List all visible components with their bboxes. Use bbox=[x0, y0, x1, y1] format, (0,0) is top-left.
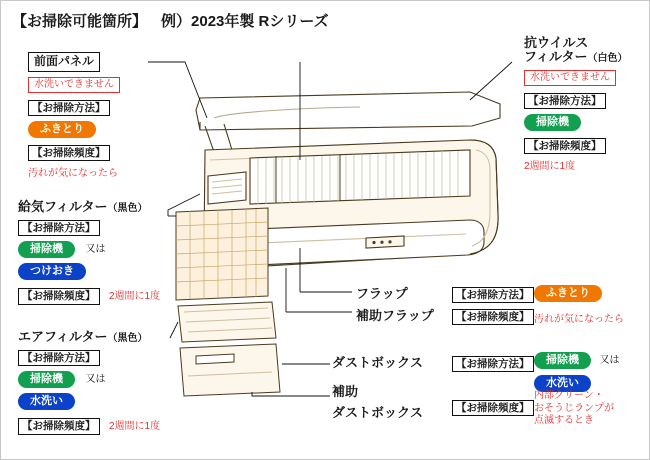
flap-method-label: 【お掃除方法】 bbox=[452, 285, 534, 303]
callout-air-filter bbox=[18, 330, 160, 435]
antivirus-filter-method-label: 【お掃除方法】 bbox=[524, 93, 606, 109]
antivirus-filter-sub: （白色） bbox=[587, 53, 628, 64]
air-supply-filter-method-label: 【お掃除方法】 bbox=[18, 220, 100, 236]
dust-box-frequency-line1: 内部クリーン・ bbox=[534, 390, 604, 401]
page-title-main: 【お掃除可能箇所】 bbox=[12, 13, 148, 30]
callout-aux-flap bbox=[356, 305, 434, 324]
dust-box-methods bbox=[534, 350, 619, 392]
air-supply-filter-or: 又は bbox=[85, 244, 106, 256]
antivirus-filter-frequency-label: 【お掃除頻度】 bbox=[524, 138, 606, 154]
air-filter-method-0: 掃除機 bbox=[18, 371, 75, 388]
front-panel-method-0: ふきとり bbox=[28, 121, 96, 138]
air-filter-sub: （黒色） bbox=[107, 333, 148, 344]
front-panel-nowash: 水洗いできません bbox=[28, 77, 120, 93]
antivirus-filter-method-0: 掃除機 bbox=[524, 114, 581, 131]
flap-frequency: 汚れが気になったら bbox=[534, 314, 624, 325]
antivirus-filter-frequency: 2週間に1度 bbox=[524, 161, 576, 173]
flap-title: フラップ bbox=[356, 286, 408, 301]
air-supply-filter-method-1: つけおき bbox=[18, 263, 86, 280]
front-panel-frequency: 汚れが気になったら bbox=[28, 168, 118, 180]
air-supply-filter-frequency-label: 【お掃除頻度】 bbox=[18, 288, 100, 304]
air-filter-frequency: 2週間に1度 bbox=[108, 421, 161, 433]
air-filter-frequency-label: 【お掃除頻度】 bbox=[18, 418, 100, 434]
aux-dust-box-title2: ダストボックス bbox=[332, 405, 423, 420]
air-filter-method-1: 水洗い bbox=[18, 393, 75, 410]
air-supply-filter-title: 給気フィルター bbox=[18, 199, 108, 214]
antivirus-filter-nowash: 水洗いできません bbox=[524, 70, 616, 86]
air-filter-title: エアフィルター bbox=[18, 329, 108, 344]
dust-box-method-1: 水洗い bbox=[534, 375, 591, 392]
callout-flap bbox=[356, 283, 408, 302]
dust-box-method-0: 掃除機 bbox=[534, 352, 591, 369]
dust-box-title: ダストボックス bbox=[332, 355, 423, 370]
front-panel-nowash-wrap bbox=[28, 75, 120, 93]
callout-air-supply-filter bbox=[18, 200, 160, 305]
page-title bbox=[12, 10, 329, 31]
aux-flap-title: 補助フラップ bbox=[356, 308, 434, 323]
flap-method-0: ふきとり bbox=[534, 285, 602, 302]
aux-dust-box-title1: 補助 bbox=[332, 384, 359, 399]
air-filter-or: 又は bbox=[85, 374, 106, 386]
callout-front-panel bbox=[28, 52, 120, 181]
dust-box-method-label: 【お掃除方法】 bbox=[452, 354, 534, 372]
callout-aux-dust-box bbox=[332, 381, 423, 421]
front-panel-frequency-label: 【お掃除頻度】 bbox=[28, 145, 110, 161]
air-supply-filter-frequency: 2週間に1度 bbox=[108, 291, 161, 303]
page-title-example: 例）2023年製 Rシリーズ bbox=[161, 13, 329, 30]
aux-flap-frequency-wrap bbox=[534, 309, 624, 327]
dust-box-frequency-label: 【お掃除頻度】 bbox=[452, 398, 534, 416]
air-filter-method-label: 【お掃除方法】 bbox=[18, 350, 100, 366]
dust-box-frequency-line3: 点滅するとき bbox=[534, 415, 594, 426]
front-panel-title: 前面パネル bbox=[28, 52, 100, 72]
air-supply-filter-sub: （黒色） bbox=[107, 203, 148, 214]
callout-dust-box bbox=[332, 352, 423, 371]
antivirus-filter-title2: フィルター bbox=[524, 49, 588, 64]
aux-flap-frequency-label: 【お掃除頻度】 bbox=[452, 307, 534, 325]
flap-method-label-wrap bbox=[534, 283, 602, 302]
dust-box-frequency bbox=[534, 390, 614, 428]
antivirus-filter-title: 抗ウイルス bbox=[524, 35, 589, 50]
dust-box-or: 又は bbox=[599, 355, 620, 366]
dust-box-frequency-line2: おそうじランプが bbox=[534, 402, 614, 414]
front-panel-method-label: 【お掃除方法】 bbox=[28, 100, 110, 116]
air-supply-filter-method-0: 掃除機 bbox=[18, 241, 75, 258]
callout-antivirus-filter bbox=[524, 36, 627, 174]
